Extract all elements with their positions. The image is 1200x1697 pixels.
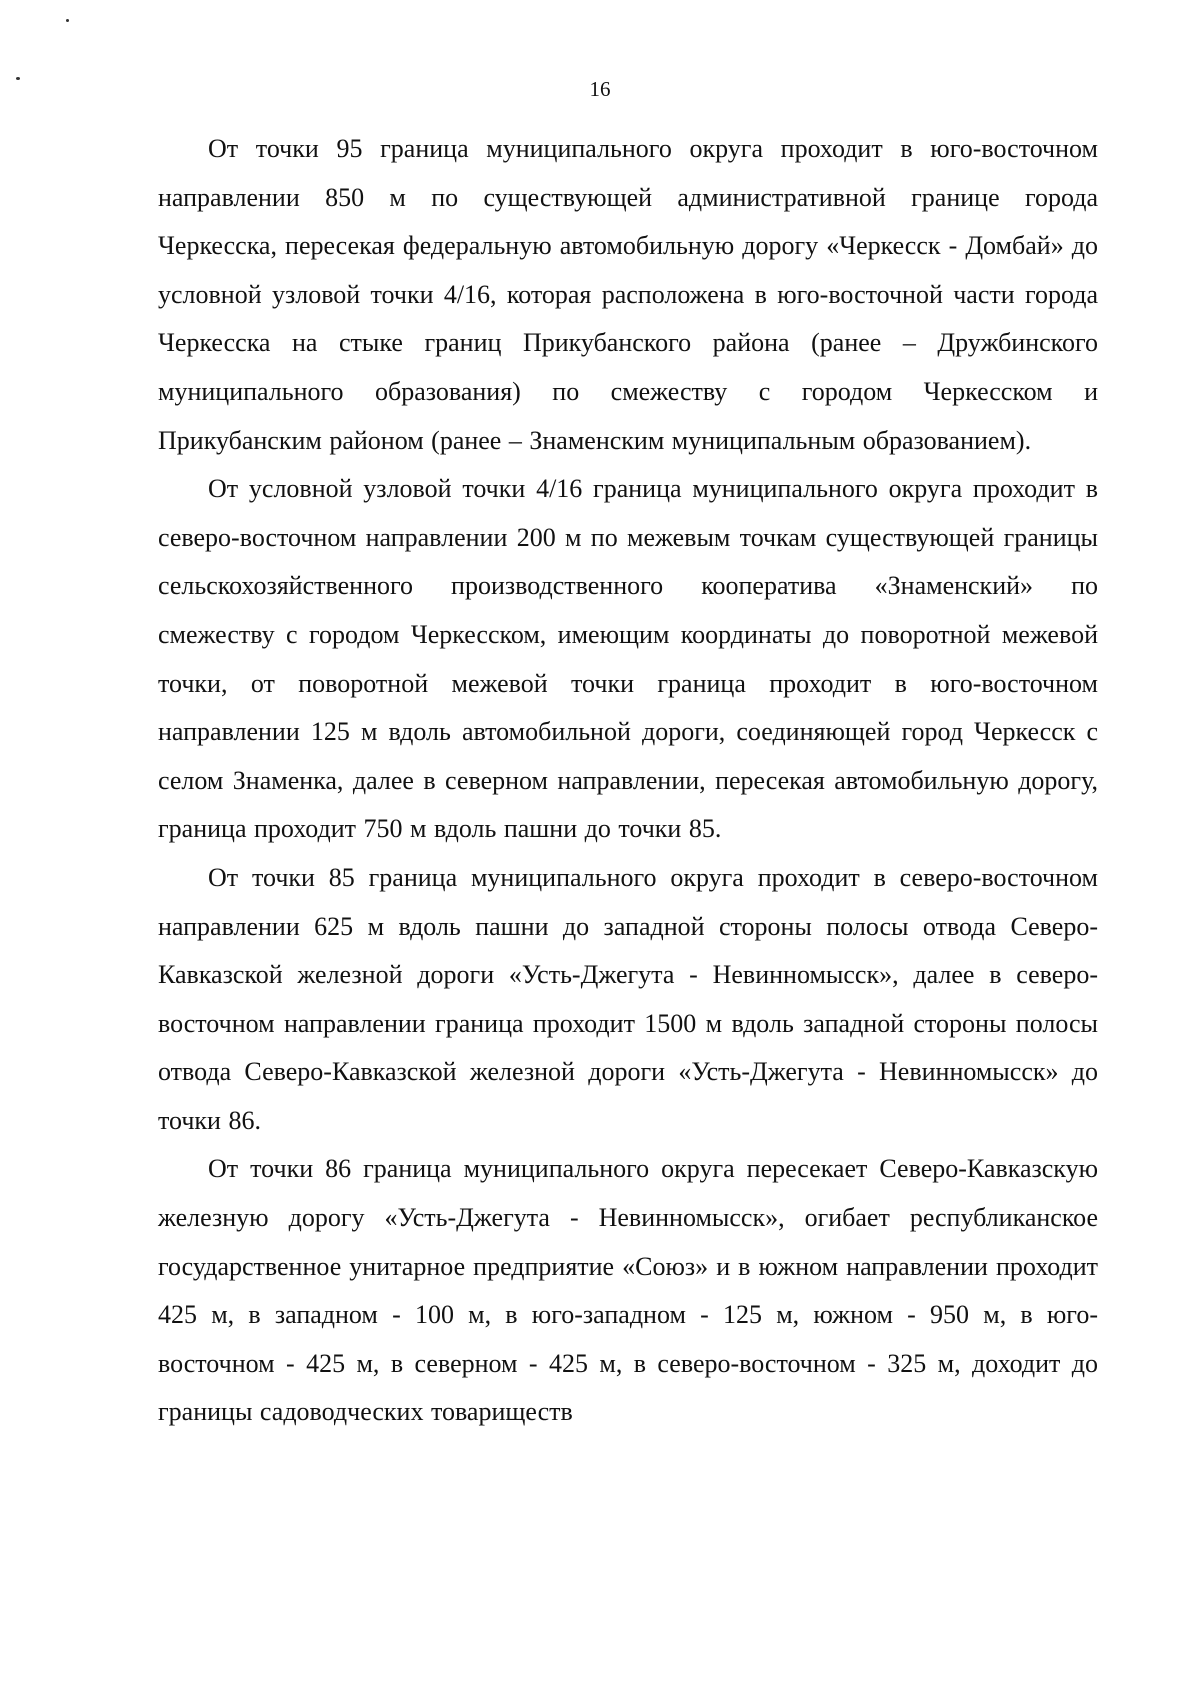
paragraph: От точки 85 граница муниципального округа проходит в северо-восточном направлении 625 м вдоль пашни до западной стороны полосы отвода Северо-Кавказской железной дороги «Усть-Джегута - Невинномысск», далее в северо-восточном направлении граница проходит 1500 м вдоль западной стороны полосы отвода Северо-Кавказской железной дороги «Усть-Джегута - Невинномысск» до точки 86. (158, 862, 1098, 1135)
paragraph: От точки 86 граница муниципального округа пересекает Северо-Кавказскую железную дорогу «Усть-Джегута - Невинномысск», огибает республиканское государственное унитарное предприятие «Союз» и в южном направлении проходит 425 м, в западном - 100 м, в юго-западном - 125 м, южном - 950 м, в юго-восточном - 425 м, в северном - 425 м, в северо-восточном - 325 м, доходит до границы садоводческих товариществ (158, 1154, 1098, 1427)
paragraph: От условной узловой точки 4/16 граница муниципального округа проходит в северо-восточном направлении 200 м по межевым точкам существующей границы сельскохозяйственного производственного кооператива «Знаменский» по смежеству с городом Черкесском, имеющим координаты до поворотной межевой точки, от поворотной межевой точки граница проходит в юго-восточном направлении 125 м вдоль автомобильной дороги, соединяющей город Черкесск с селом Знаменка, далее в северном направлении, пересекая автомобильную дорогу, граница проходит 750 м вдоль пашни до точки 85. (158, 474, 1098, 844)
scan-speck (66, 19, 69, 22)
document-body (158, 125, 1098, 1437)
paragraph: От точки 95 граница муниципального округа проходит в юго-восточном направлении 850 м по существующей административной границе города Черкесска, пересекая федеральную автомобильную дорогу «Черкесск - Домбай» до условной узловой точки 4/16, которая расположена в юго-восточной части города Черкесска на стыке границ Прикубанского района (ранее – Дружбинского муниципального образования) по смежеству с городом Черкесском и Прикубанским районом (ранее – Знаменским муниципальным образованием). (158, 134, 1098, 455)
page-number: 16 (589, 77, 611, 101)
